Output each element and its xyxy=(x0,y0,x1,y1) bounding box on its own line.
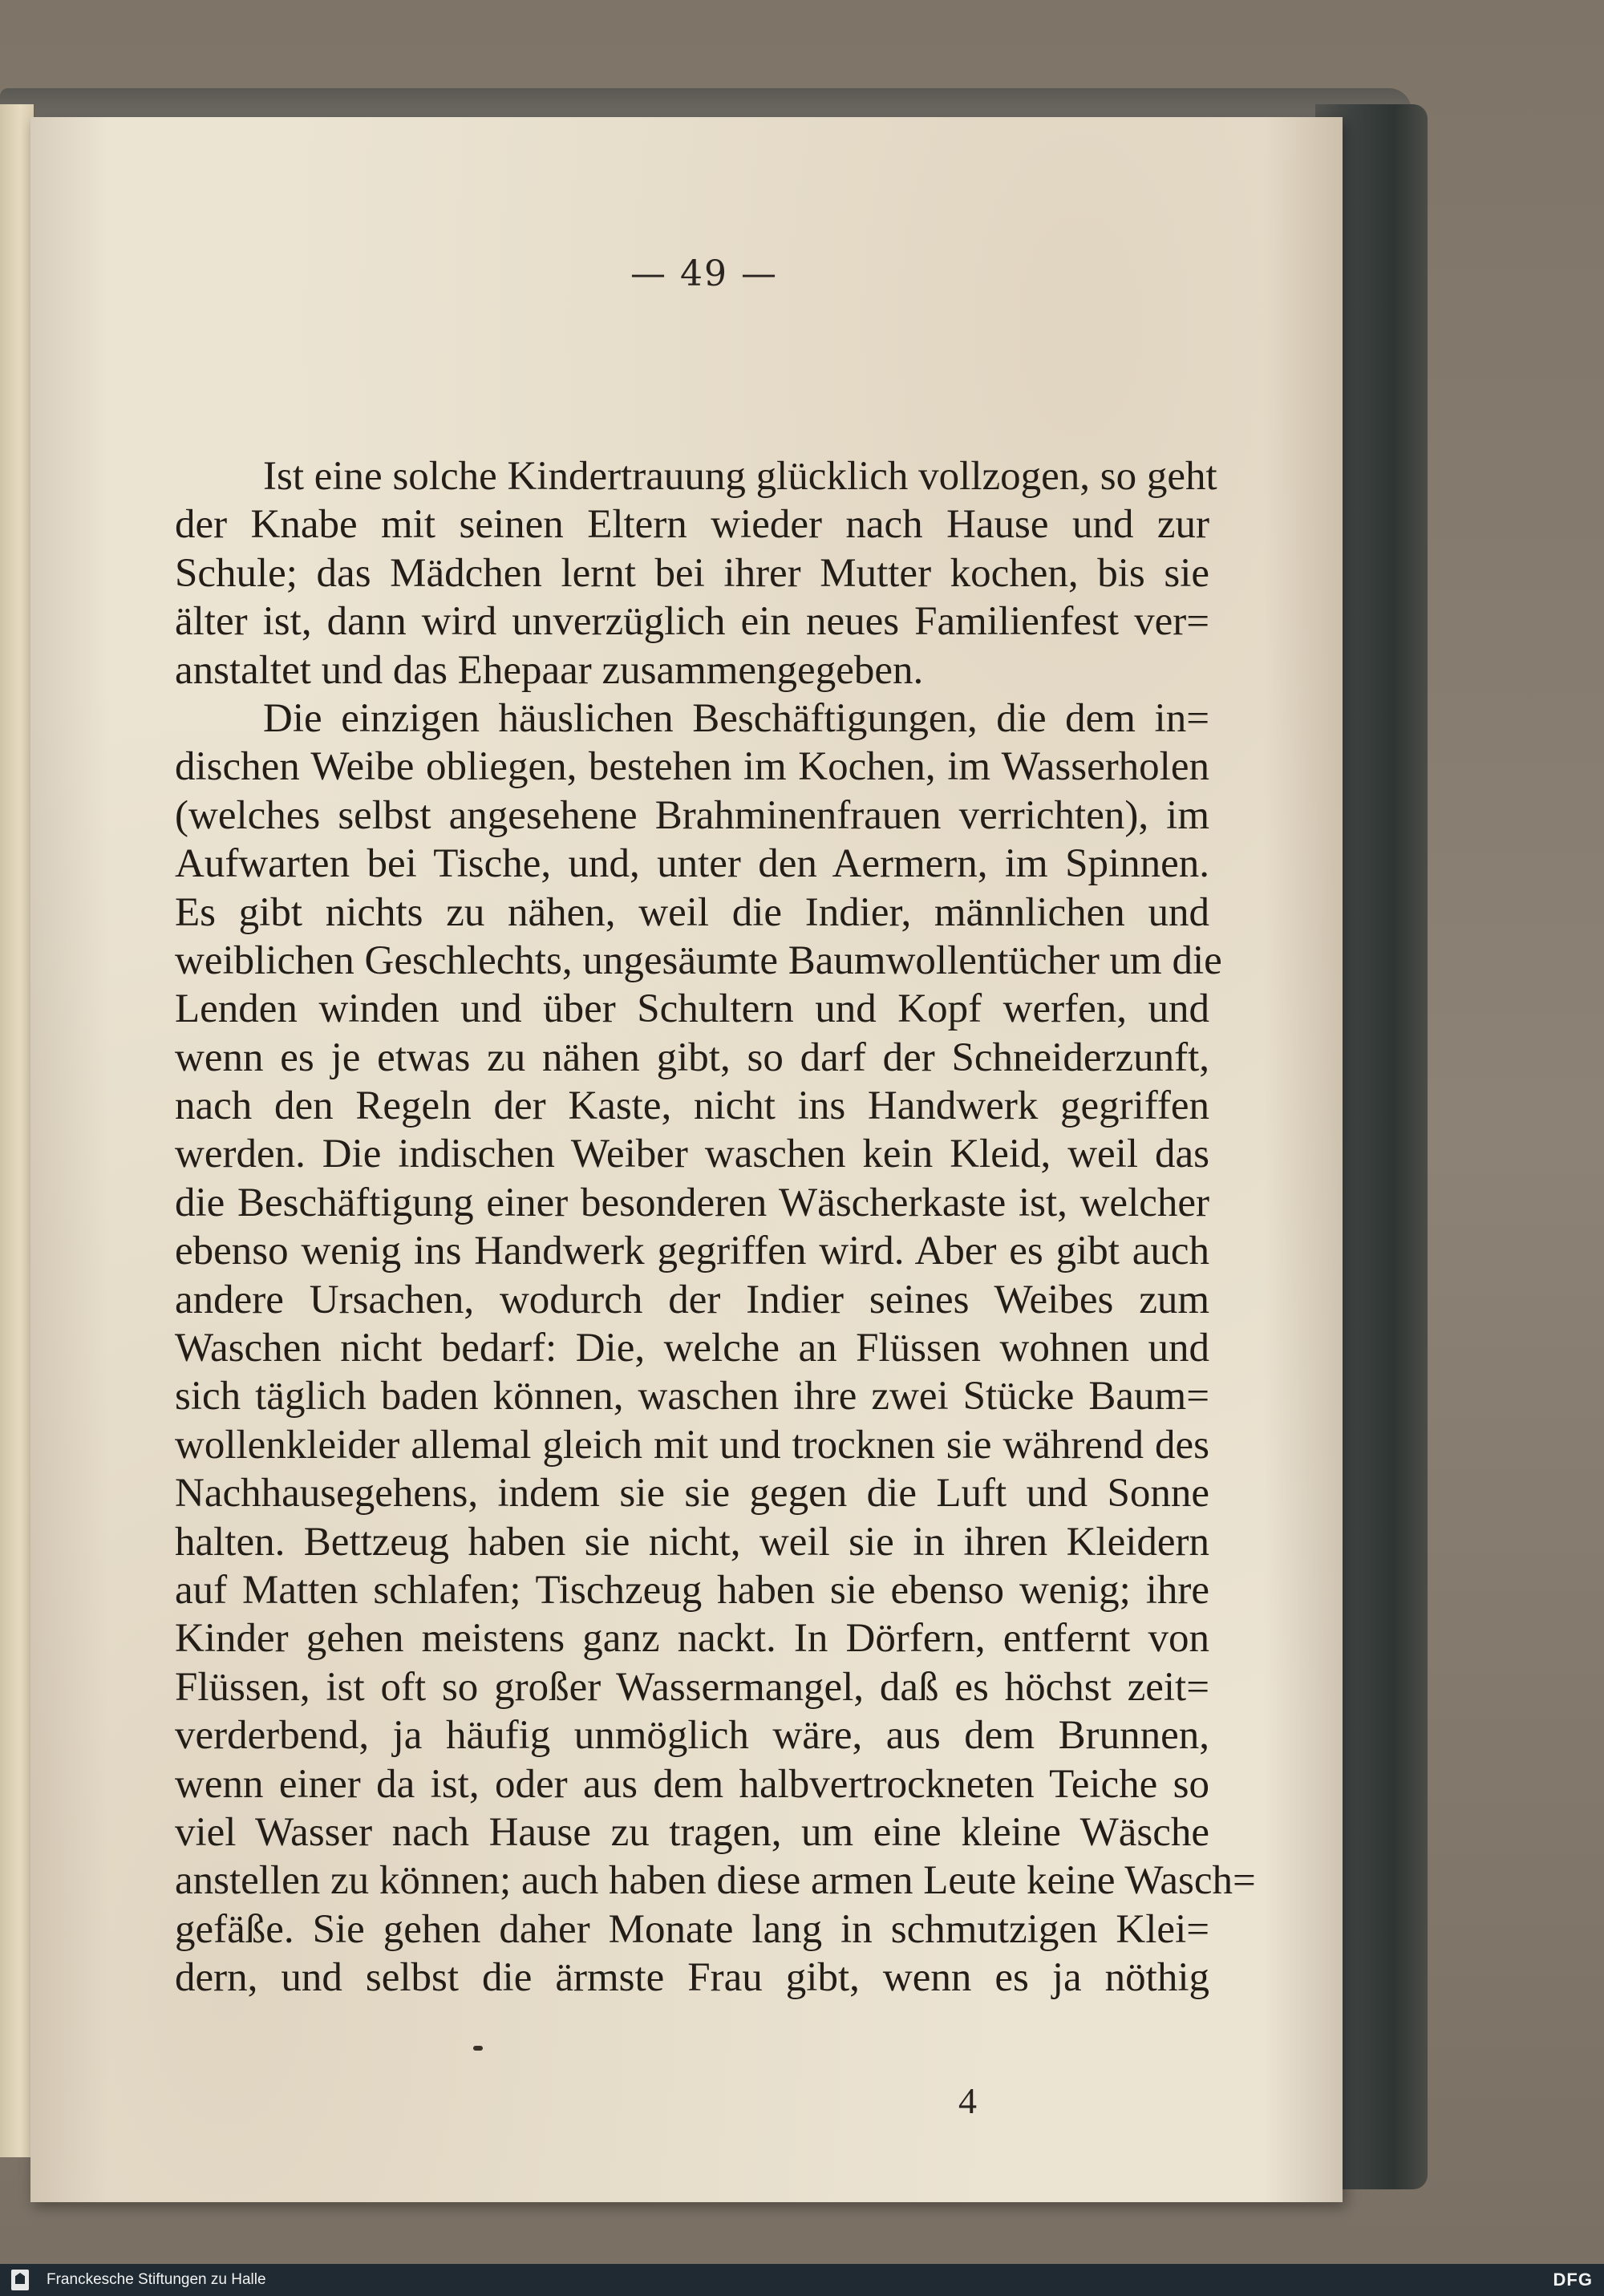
text-line: Flüssen, ist oft so großer Wassermangel, daß es höchst zeit= xyxy=(175,1664,1209,1710)
footer-bar xyxy=(0,2264,1604,2296)
text-line: wenn es je etwas zu nähen gibt, so darf der Schneiderzunft, xyxy=(175,1035,1209,1080)
text-line: die Beschäftigung einer besonderen Wäscherkaste ist, welcher xyxy=(175,1180,1209,1225)
text-line: ebenso wenig ins Handwerk gegriffen wird. Aber es gibt auch xyxy=(175,1229,1209,1274)
text-line: Aufwarten bei Tische, und, unter den Aermern, im Spinnen. xyxy=(175,841,1209,887)
dfg-logo[interactable]: DFG xyxy=(1553,2270,1593,2290)
text-line: nach den Regeln der Kaste, nicht ins Handwerk gegriffen xyxy=(175,1083,1209,1129)
text-line: verderbend, ja häufig unmöglich wäre, aus dem Brunnen, xyxy=(175,1713,1209,1759)
text-line: weiblichen Geschlechts, ungesäumte Baumwollentücher um die xyxy=(175,937,1222,983)
text-line: Lenden winden und über Schultern und Kopf werfen, und xyxy=(175,986,1209,1032)
text-line: Ist eine solche Kindertrauung glücklich vollzogen, so geht xyxy=(263,454,1217,499)
institution-label[interactable]: Franckesche Stiftungen zu Halle xyxy=(47,2271,266,2288)
text-line: anstaltet und das Ehepaar zusammengegeben. xyxy=(175,647,924,693)
text-line: Es gibt nichts zu nähen, weil die Indier, männlichen und xyxy=(175,889,1209,935)
text-line: Waschen nicht bedarf: Die, welche an Flüssen wohnen und xyxy=(175,1326,1209,1371)
text-line: Schule; das Mädchen lernt bei ihrer Mutter kochen, bis sie xyxy=(175,550,1209,596)
text-line: Die einzigen häuslichen Beschäftigungen, die dem in= xyxy=(263,695,1209,741)
text-line: anstellen zu können; auch haben diese armen Leute keine Wasch= xyxy=(175,1858,1256,1904)
ink-speck xyxy=(473,2046,483,2051)
text-line: werden. Die indischen Weiber waschen kein Kleid, weil das xyxy=(175,1132,1209,1177)
text-line: dischen Weibe obliegen, bestehen im Kochen, im Wasserholen xyxy=(175,744,1209,790)
text-line: andere Ursachen, wodurch der Indier seines Weibes zum xyxy=(175,1277,1209,1322)
text-line: (welches selbst angesehene Brahminenfrauen verrichten), im xyxy=(175,792,1209,838)
book-page xyxy=(30,117,1343,2202)
page-number: — 49 — xyxy=(630,253,778,294)
text-line: wenn einer da ist, oder aus dem halbvertrockneten Teiche so xyxy=(175,1761,1209,1807)
body-text xyxy=(175,452,1256,2002)
text-line: Kinder gehen meistens ganz nackt. In Dörfern, entfernt von xyxy=(175,1616,1209,1662)
text-line: viel Wasser nach Hause zu tragen, um eine kleine Wäsche xyxy=(175,1809,1209,1855)
text-line: der Knabe mit seinen Eltern wieder nach Hause und zur xyxy=(175,502,1209,548)
signature-mark: 4 xyxy=(958,2080,977,2121)
text-line: älter ist, dann wird unverzüglich ein neues Familienfest ver= xyxy=(175,599,1209,645)
text-line: Nachhausegehens, indem sie sie gegen die Luft und Sonne xyxy=(175,1471,1209,1516)
text-line: wollenkleider allemal gleich mit und trocknen sie während des xyxy=(175,1422,1209,1468)
text-line: gefäße. Sie gehen daher Monate lang in schmutzigen Klei= xyxy=(175,1906,1209,1952)
building-icon xyxy=(11,2270,29,2290)
text-line: auf Matten schlafen; Tischzeug haben sie ebenso wenig; ihre xyxy=(175,1567,1209,1613)
text-line: halten. Bettzeug haben sie nicht, weil sie in ihren Kleidern xyxy=(175,1519,1209,1565)
text-line: dern, und selbst die ärmste Frau gibt, wenn es ja nöthig xyxy=(175,1955,1209,2001)
text-line: sich täglich baden können, waschen ihre zwei Stücke Baum= xyxy=(175,1374,1209,1419)
